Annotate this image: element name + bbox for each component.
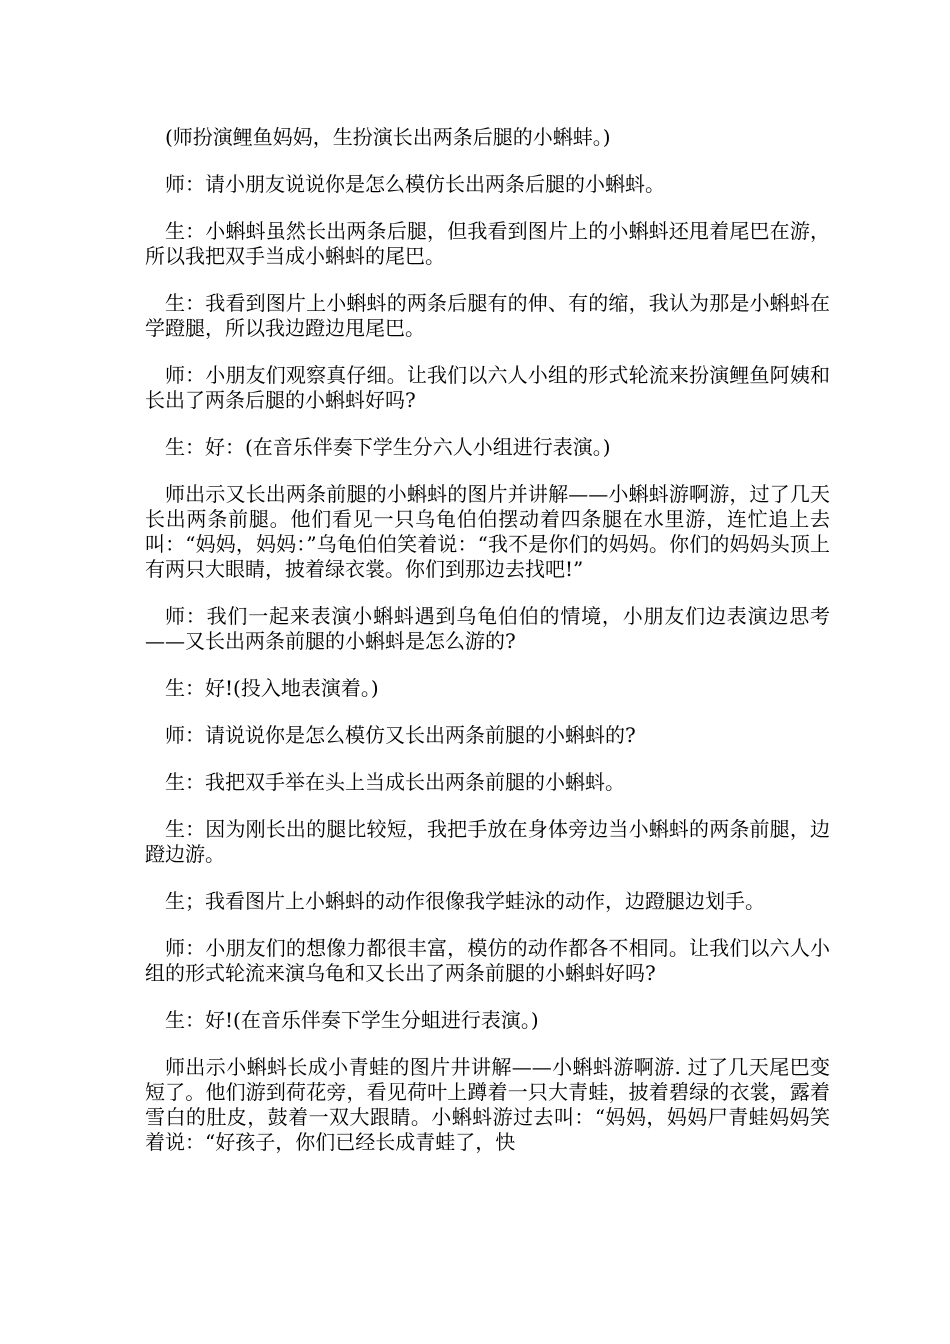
- paragraph: 生：好：(在音乐伴奏下学生分六人小组进行表演。): [165, 435, 611, 459]
- paragraph: 生：我看到图片上小蝌蚪的两条后腿有的伸、有的缩，我认为那是小蝌蚪在学蹬腿，所以我边蹬边甩尾巴。: [145, 291, 830, 340]
- paragraph: 师：小朋友们观察真仔细。让我们以六人小组的形式轮流来扮演鲤鱼阿姨和长出了两条后腿的小蝌蚪好吗?: [145, 363, 830, 412]
- paragraph: 师：请说说你是怎么模仿又长出两条前腿的小蝌蚪的?: [165, 723, 636, 747]
- paragraph: 生：好!(投入地表演着。): [165, 676, 379, 700]
- paragraph: 师：请小朋友说说你是怎么模仿长出两条后腿的小蝌蚪。: [165, 172, 665, 196]
- paragraph: 师：我们一起来表演小蝌蚪遇到乌龟伯伯的情境，小朋友们边表演边思考——又长出两条前腿的小蝌蚪是怎么游的?: [145, 604, 830, 653]
- paragraph: 生：我把双手举在头上当成长出两条前腿的小蝌蚪。: [165, 770, 625, 794]
- paragraph: 生：小蝌蚪虽然长出两条后腿，但我看到图片上的小蝌蚪还甩着尾巴在游，所以我把双手当成小蝌蚪的尾巴。: [145, 219, 830, 268]
- paragraph: 师：小朋友们的想像力都很丰富，模仿的动作都各不相同。让我们以六人小组的形式轮流来演乌龟和又长出了两条前腿的小蝌蚪好吗?: [145, 936, 830, 985]
- paragraph: 生：因为刚长出的腿比较短，我把手放在身体旁边当小蝌蚪的两条前腿，边蹬边游。: [145, 817, 830, 866]
- paragraph: (师扮演鲤鱼妈妈，生扮演长出两条后腿的小蝌蚌。): [165, 125, 611, 149]
- paragraph: 师出示小蝌蚪长成小青蛙的图片井讲解——小蝌蚪游啊游. 过了几天尾巴变短了。他们游到荷花旁，看见荷叶上蹲着一只大青蛙，披着碧绿的衣裳，露着雪白的肚皮，鼓着一双大跟睛。小蝌蚪游过去叫：“妈妈，妈妈尸青蛙妈妈笑着说：“好孩子，你们已经长成青蛙了，快: [145, 1055, 830, 1154]
- paragraph: 师出示又长出两条前腿的小蝌蚪的图片并讲解——小蝌蚪游啊游，过了几天长出两条前腿。他们看见一只乌龟伯伯摆动着四条腿在水里游，连忙追上去叫：“妈妈，妈妈：”乌龟伯伯笑着说：“我不是你们的妈妈。你们的妈妈头顶上有两只大眼睛，披着绿衣裳。你们到那边去找吧!”: [145, 482, 830, 581]
- paragraph: 生；我看图片上小蝌蚪的动作很像我学蛙泳的动作，边蹬腿边划手。: [165, 889, 765, 913]
- paragraph: 生：好!(在音乐伴奏下学生分蛆进行表演。): [165, 1008, 539, 1032]
